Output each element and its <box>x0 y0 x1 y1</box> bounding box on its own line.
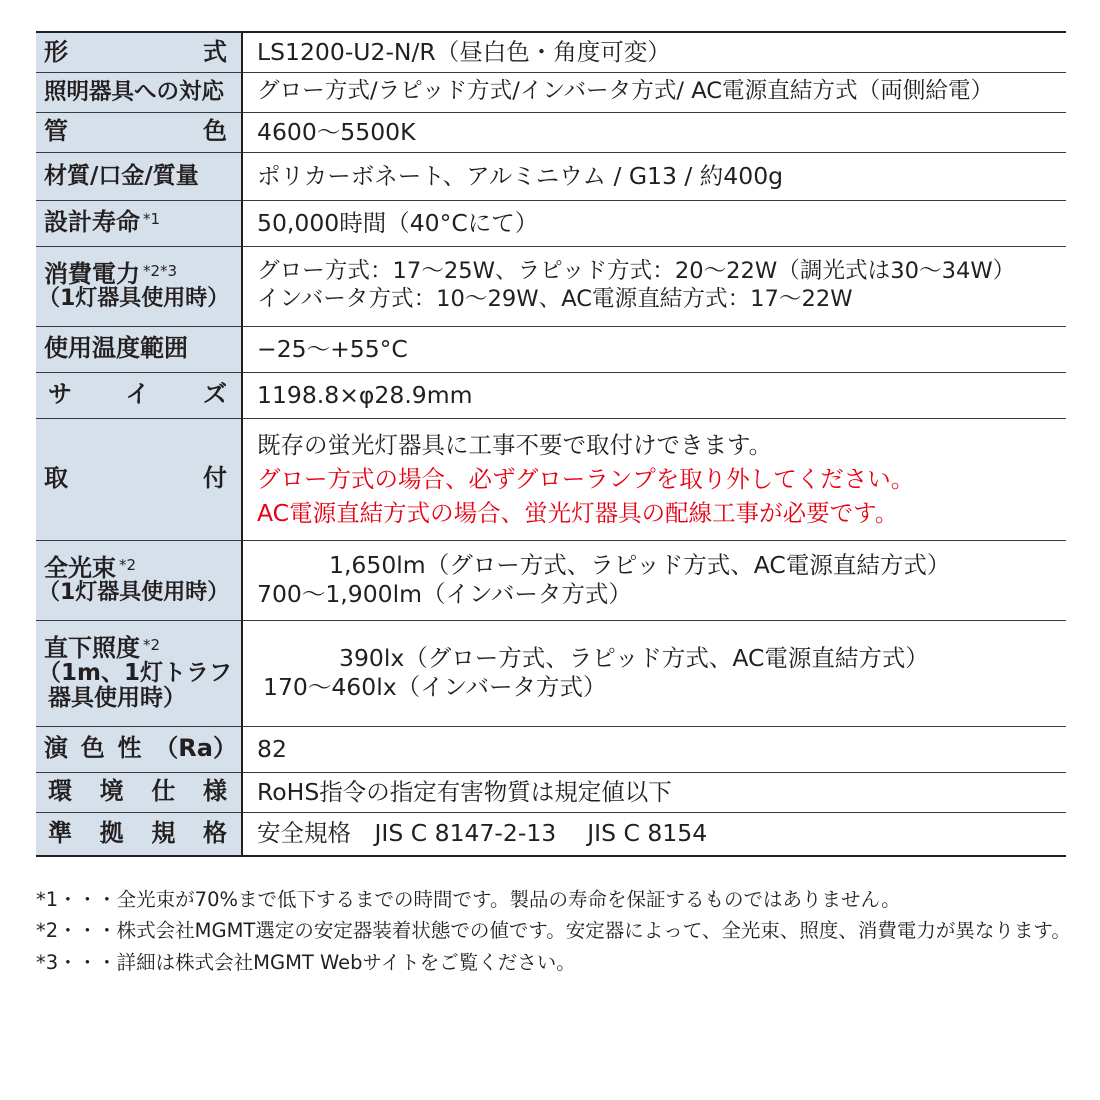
row-label <box>36 418 242 540</box>
spec-row-installation <box>36 418 1066 540</box>
value-text: 既存の蛍光灯器具に工事不要で取付けできます。 <box>257 430 773 459</box>
value-text: RoHS指令の指定有害物質は規定値以下 <box>257 777 672 806</box>
note-ref: *1 <box>143 210 161 229</box>
spec-sheet <box>36 31 1066 857</box>
label-char: 演 <box>44 734 68 763</box>
row-label <box>36 812 242 856</box>
label-char: 色 <box>203 117 227 146</box>
label-char: 境 <box>99 777 124 806</box>
row-value <box>242 372 1066 418</box>
value-text: LS1200-U2-N/R（昼白色・角度可変） <box>257 37 671 66</box>
value-text: 82 <box>257 734 287 763</box>
label-text: 消費電力 <box>44 259 140 288</box>
row-label <box>36 620 242 726</box>
row-value <box>242 620 1066 726</box>
warning-text: AC電源直結方式の場合、蛍光灯器具の配線工事が必要です。 <box>257 499 899 528</box>
row-label <box>36 200 242 246</box>
label-subtext: （1灯器具使用時） <box>38 580 230 606</box>
label-text: 全光束 <box>44 553 116 582</box>
row-label <box>36 112 242 152</box>
value-text: 390lx（グロー方式、ラピッド方式、AC電源直結方式） <box>339 644 929 673</box>
label-char: 拠 <box>99 819 124 848</box>
label-char: 取 <box>44 464 68 493</box>
row-label <box>36 726 242 772</box>
footnote-mark: *3・・・ <box>36 950 117 974</box>
row-value <box>242 32 1066 72</box>
spec-row-power <box>36 246 1066 326</box>
note-ref: *2*3 <box>143 261 178 280</box>
warning-text: グロー方式の場合、必ずグローランプを取り外してください。 <box>257 464 915 493</box>
spec-row-lifetime <box>36 200 1066 246</box>
label-char: 形 <box>44 37 68 66</box>
label-subtext: （1m、1灯トラフ <box>38 660 232 687</box>
label-char: 準 <box>48 819 72 848</box>
footnote-mark: *1・・・ <box>36 888 117 911</box>
spec-row-compatibility <box>36 72 1066 112</box>
label-char: 環 <box>48 777 72 806</box>
footnote-mark: *2・・・ <box>36 919 117 943</box>
row-value <box>242 418 1066 540</box>
spec-row-illuminance <box>36 620 1066 726</box>
label-text: 材質/口金/質量 <box>44 163 199 190</box>
label-char: イ <box>125 380 150 409</box>
label-char: 規 <box>151 819 176 848</box>
spec-row-material <box>36 152 1066 200</box>
row-label <box>36 772 242 812</box>
spec-row-luminous-flux <box>36 540 1066 620</box>
footnote-text: 詳細は株式会社MGMT Webサイトをご覧ください。 <box>116 950 576 974</box>
note-ref: *2 <box>119 555 137 574</box>
label-char: 式 <box>203 37 227 66</box>
label-text: 使用温度範囲 <box>44 334 188 363</box>
value-text: 1,650lm（グロー方式、ラピッド方式、AC電源直結方式） <box>329 551 951 580</box>
value-text: グロー方式：17〜25W、ラピッド方式：20〜22W（調光式は30〜34W） <box>257 258 1016 285</box>
label-text: 照明器具への対応 <box>44 79 225 106</box>
row-value <box>242 326 1066 372</box>
spec-table <box>36 31 1066 857</box>
label-char: 性 <box>117 734 142 763</box>
spec-row-temperature <box>36 326 1066 372</box>
row-label <box>36 540 242 620</box>
row-label <box>36 72 242 112</box>
value-text: インバータ方式：10〜29W、AC電源直結方式：17〜22W <box>257 286 853 312</box>
value-text: 安全規格 JIS C 8147-2-13 JIS C 8154 <box>257 819 708 848</box>
label-char: 付 <box>203 464 227 493</box>
label-subtext: 器具使用時） <box>48 684 186 711</box>
label-char: 仕 <box>151 777 176 806</box>
row-value <box>242 152 1066 200</box>
label-char: 様 <box>202 777 227 806</box>
spec-row-model <box>36 32 1066 72</box>
spec-row-standards <box>36 812 1066 856</box>
footnotes <box>36 886 1086 980</box>
value-text: 170〜460lx（インバータ方式） <box>263 673 607 701</box>
label-text: 直下照度 <box>44 634 140 663</box>
label-char: 格 <box>202 819 227 848</box>
label-subtext: （1灯器具使用時） <box>38 286 230 312</box>
value-text: −25〜+55°C <box>257 334 408 363</box>
footnote-text: 全光束が70%まで低下するまでの時間です。製品の寿命を保証するものではありません。 <box>116 888 901 911</box>
label-char: 色 <box>80 734 105 763</box>
label-char: サ <box>48 380 72 409</box>
footnote <box>36 949 1086 976</box>
spec-row-environment <box>36 772 1066 812</box>
row-value <box>242 812 1066 856</box>
row-value <box>242 540 1066 620</box>
row-label <box>36 246 242 326</box>
value-text: 4600〜5500K <box>257 117 416 146</box>
row-value <box>242 246 1066 326</box>
label-char: 管 <box>44 117 68 146</box>
spec-row-size <box>36 372 1066 418</box>
value-text: 700〜1,900lm（インバータ方式） <box>257 580 632 608</box>
row-label <box>36 32 242 72</box>
label-char: ズ <box>203 380 227 409</box>
label-text: 設計寿命 <box>44 208 140 237</box>
row-value <box>242 772 1066 812</box>
note-ref: *2 <box>143 636 161 655</box>
row-label <box>36 372 242 418</box>
value-text: 1198.8×φ28.9mm <box>257 380 473 409</box>
footnote <box>36 917 1086 944</box>
row-value <box>242 200 1066 246</box>
value-text: 50,000時間（40°Cにて） <box>257 208 539 237</box>
row-value <box>242 726 1066 772</box>
label-char: （Ra） <box>154 734 237 763</box>
row-value <box>242 72 1066 112</box>
spec-row-color-temp <box>36 112 1066 152</box>
value-text: グロー方式/ラピッド方式/インバータ方式/ AC電源直結方式（両側給電） <box>257 78 994 105</box>
spec-row-color-rendering <box>36 726 1066 772</box>
value-text: ポリカーボネート、アルミニウム / G13 / 約400g <box>257 161 784 190</box>
row-value <box>242 112 1066 152</box>
footnote <box>36 886 1086 913</box>
footnote-text: 株式会社MGMT選定の安定器装着状態での値です。安定器によって、全光束、照度、消費電力が異なります。 <box>116 919 1071 943</box>
row-label <box>36 152 242 200</box>
row-label <box>36 326 242 372</box>
